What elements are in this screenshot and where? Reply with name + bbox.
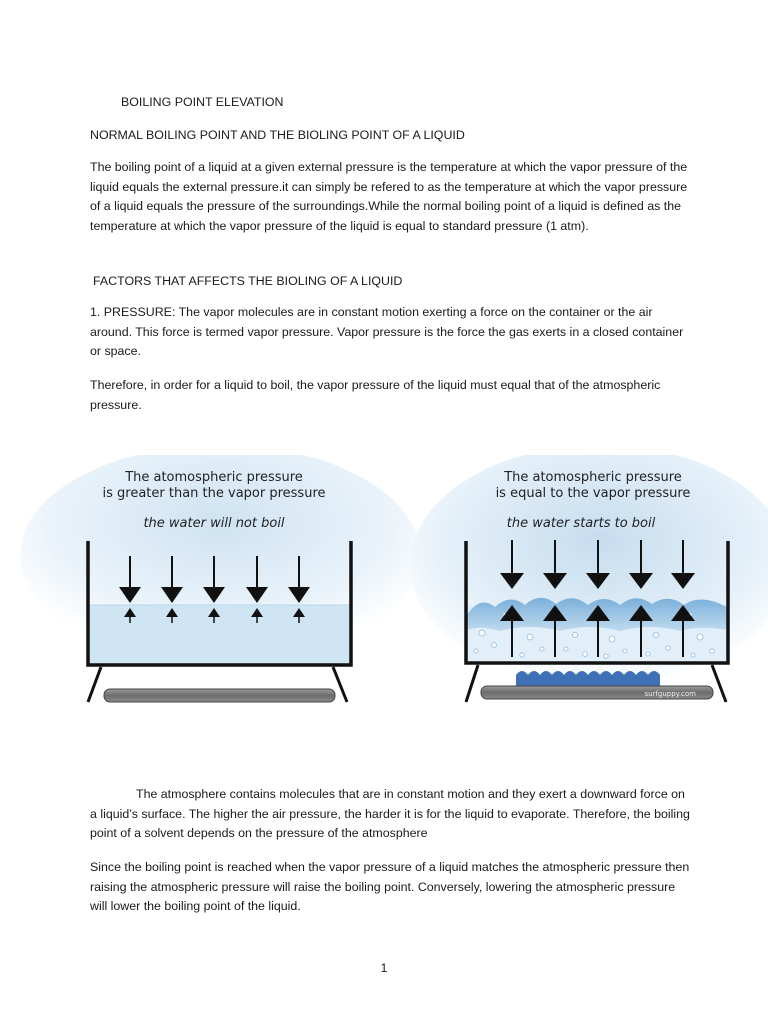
right-caption-line2: is equal to the vapor pressure <box>495 486 691 501</box>
conclusion-paragraph <box>90 858 690 917</box>
atmosphere-paragraph <box>90 785 690 844</box>
therefore-paragraph <box>90 376 690 415</box>
left-caption-line2: is greater than the vapor pressure <box>102 486 326 501</box>
boiling-illustration <box>0 455 768 715</box>
right-container-leg-left <box>466 665 478 702</box>
section-heading: NORMAL BOILING POINT AND THE BIOLING POINT OF A LIQUID <box>90 128 465 142</box>
document-title: BOILING POINT ELEVATION <box>121 95 284 109</box>
conclusion-paragraph-text: Since the boiling point is reached when the vapor pressure of a liquid matches the atmospheric pressure then raising the atmospheric pressure will raise the boiling point. Conversely, lowering the atmospheric pressure will lower the boiling point of the liquid. <box>90 860 690 914</box>
right-container-leg-right <box>712 665 726 702</box>
atmosphere-paragraph-text: The atmosphere contains molecules that are in constant motion and they exert a downward force on a liquid’s surface. The higher the air pressure, the harder it is for the liquid to evaporate. Therefore, the boiling point of a solvent depends on the pressure of the atmosphere <box>90 787 690 841</box>
left-subcaption: the water will not boil <box>143 516 285 531</box>
therefore-paragraph-text: Therefore, in order for a liquid to boil, the vapor pressure of the liquid must equal that of the atmospheric pressure. <box>90 378 661 412</box>
left-caption-line1: The atomospheric pressure <box>125 470 303 485</box>
watermark: surfguppy.com <box>644 690 696 698</box>
pressure-paragraph <box>90 303 690 362</box>
pressure-paragraph-text: 1. PRESSURE: The vapor molecules are in constant motion exerting a force on the container or the air around. This force is termed vapor pressure. Vapor pressure is the force the gas exerts in a closed container or space. <box>90 305 684 359</box>
right-caption-line1: The atomospheric pressure <box>504 470 682 485</box>
intro-paragraph-text: The boiling point of a liquid at a given external pressure is the temperature at which the vapor pressure of the liquid equals the external pressure.it can simply be refered to as the temperature at which the vapor pressure of a liquid equals the pressure of the surroundings.While the normal boiling point of a liquid is defined as the temperature at which the vapor pressure of the liquid is equal to standard pressure (1 atm). <box>90 160 688 233</box>
page-number: 1 <box>380 961 388 975</box>
left-burner <box>104 689 335 702</box>
left-container-leg-left <box>88 667 101 702</box>
intro-paragraph <box>90 158 690 236</box>
factors-heading: FACTORS THAT AFFECTS THE BIOLING OF A LIQUID <box>93 274 403 288</box>
right-subcaption: the water starts to boil <box>506 516 656 531</box>
